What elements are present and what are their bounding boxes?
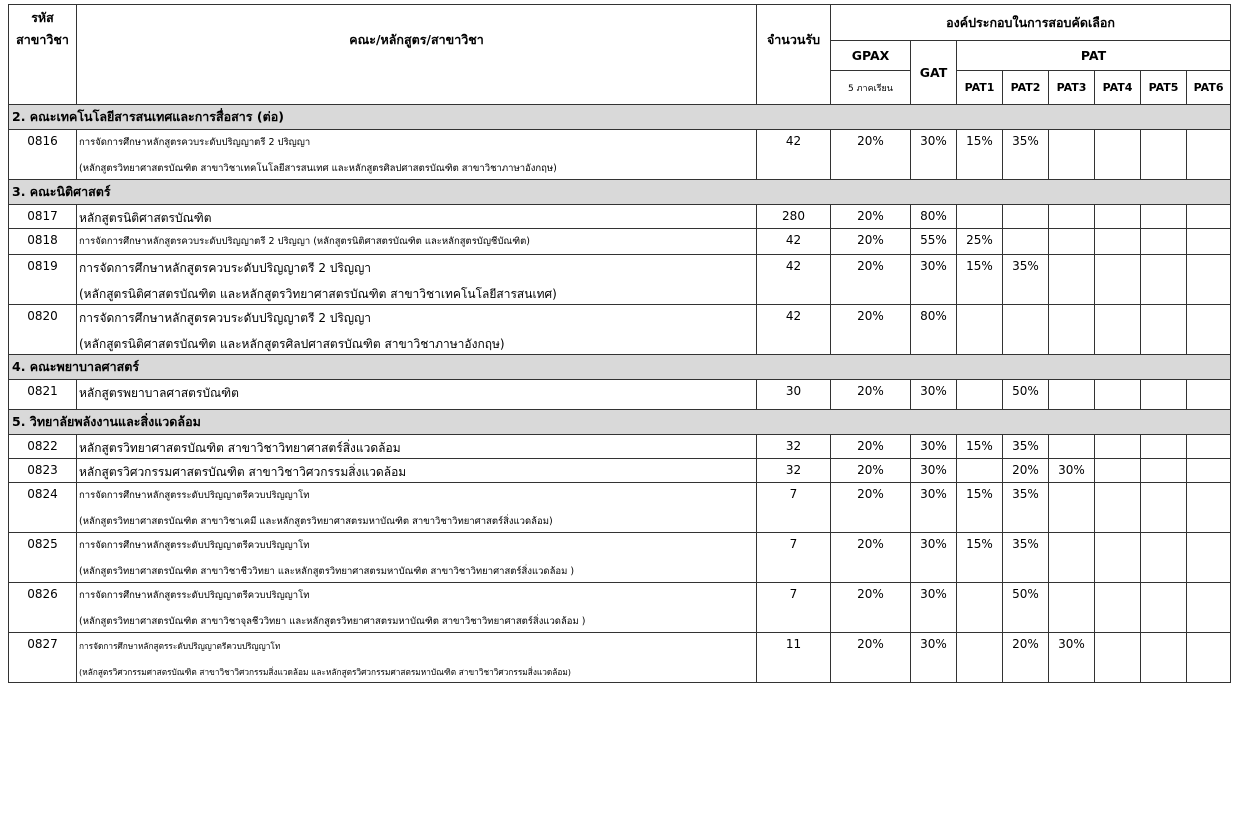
pat4-cell (1095, 459, 1141, 483)
seats-cell: 11 (757, 633, 831, 683)
seats-cell: 42 (757, 305, 831, 355)
gat-cell: 30% (911, 483, 957, 533)
section-header-row (9, 105, 1231, 130)
pat6-header: PAT6 (1187, 71, 1231, 105)
table-row (9, 229, 1231, 255)
pat5-header: PAT5 (1141, 71, 1187, 105)
gpax-cell: 20% (831, 205, 911, 229)
gpax-cell: 20% (831, 483, 911, 533)
pat5-cell (1141, 583, 1187, 633)
seats-cell: 30 (757, 380, 831, 410)
program-code-cell: 0825 (9, 533, 77, 583)
pat3-cell (1049, 255, 1095, 305)
pat-header: PAT (957, 41, 1231, 71)
section-title: 2. คณะเทคโนโลยีสารสนเทศและการสื่อสาร (ต่อ) (9, 105, 1231, 130)
program-code-cell: 0817 (9, 205, 77, 229)
pat1-cell (957, 633, 1003, 683)
section-title: 4. คณะพยาบาลศาสตร์ (9, 355, 1231, 380)
pat2-cell: 35% (1003, 533, 1049, 583)
pat1-cell (957, 205, 1003, 229)
gpax-cell: 20% (831, 533, 911, 583)
gpax-cell: 20% (831, 130, 911, 180)
gat-cell: 30% (911, 380, 957, 410)
pat2-cell: 50% (1003, 583, 1049, 633)
program-code-cell: 0826 (9, 583, 77, 633)
program-code-cell: 0823 (9, 459, 77, 483)
section-header-row (9, 410, 1231, 435)
pat2-cell: 20% (1003, 459, 1049, 483)
program-name-cell (77, 305, 757, 355)
gpax-cell: 20% (831, 459, 911, 483)
pat1-cell: 15% (957, 533, 1003, 583)
pat3-cell (1049, 130, 1095, 180)
program-name-cell (77, 583, 757, 633)
gpax-cell: 20% (831, 229, 911, 255)
program-name-line1: หลักสูตรวิทยาศาสตรบัณฑิต สาขาวิชาวิทยาศาสตร์สิ่งแวดล้อม (79, 441, 401, 455)
table-row (9, 533, 1231, 583)
gpax-header: GPAX (831, 41, 911, 71)
program-code-cell: 0816 (9, 130, 77, 180)
pat6-cell (1187, 435, 1231, 459)
pat4-cell (1095, 380, 1141, 410)
program-name-cell (77, 483, 757, 533)
gat-header: GAT (911, 41, 957, 105)
table-row (9, 483, 1231, 533)
seats-cell: 7 (757, 483, 831, 533)
program-name-line1: การจัดการศึกษาหลักสูตรควบระดับปริญญาตรี 2 ปริญญา (79, 137, 311, 148)
program-name-line2: (หลักสูตรวิศวกรรมศาสตรบัณฑิต สาขาวิชาวิศวกรรมสิ่งแวดล้อม และหลักสูตรวิศวกรรมศาสตรมหาบัณฑิต สาขาวิชาวิศวกรรมสิ่งแวดล้อม) (79, 667, 572, 677)
seats-cell: 42 (757, 255, 831, 305)
pat4-cell (1095, 130, 1141, 180)
gpax-cell: 20% (831, 380, 911, 410)
table-body (9, 105, 1231, 683)
table-row (9, 435, 1231, 459)
program-code-cell: 0819 (9, 255, 77, 305)
pat5-cell (1141, 229, 1187, 255)
program-name-line2: (หลักสูตรวิทยาศาสตรบัณฑิต สาขาวิชาเทคโนโลยีสารสนเทศ และหลักสูตรศิลปศาสตรบัณฑิต สาขาวิชาภาษาอังกฤษ) (79, 163, 557, 174)
program-name-line2: (หลักสูตรวิทยาศาสตรบัณฑิต สาขาวิชาชีววิทยา และหลักสูตรวิทยาศาสตรมหาบัณฑิต สาขาวิชาวิทยาศาสตร์สิ่งแวดล้อม ) (79, 566, 575, 577)
pat6-cell (1187, 255, 1231, 305)
program-name-line2: (หลักสูตรนิติศาสตรบัณฑิต และหลักสูตรศิลปศาสตรบัณฑิต สาขาวิชาภาษาอังกฤษ) (79, 337, 505, 351)
pat4-cell (1095, 255, 1141, 305)
table-row (9, 459, 1231, 483)
pat3-cell: 30% (1049, 459, 1095, 483)
pat2-cell: 50% (1003, 380, 1049, 410)
pat1-cell: 15% (957, 435, 1003, 459)
program-name-line1: การจัดการศึกษาหลักสูตรควบระดับปริญญาตรี 2 ปริญญา (79, 261, 372, 275)
pat4-cell (1095, 583, 1141, 633)
pat6-cell (1187, 205, 1231, 229)
pat6-cell (1187, 229, 1231, 255)
pat6-cell (1187, 130, 1231, 180)
gat-cell: 30% (911, 435, 957, 459)
admission-table-wrapper (8, 4, 1231, 683)
gat-cell: 30% (911, 459, 957, 483)
pat6-cell (1187, 305, 1231, 355)
pat5-cell (1141, 633, 1187, 683)
program-name-line1: การจัดการศึกษาหลักสูตรระดับปริญญาตรีควบปริญญาโท (79, 590, 310, 601)
gat-cell: 80% (911, 305, 957, 355)
program-name-line2: (หลักสูตรวิทยาศาสตรบัณฑิต สาขาวิชาจุลชีววิทยา และหลักสูตรวิทยาศาสตรมหาบัณฑิต สาขาวิชาวิทยาศาสตร์สิ่งแวดล้อม ) (79, 616, 586, 627)
pat5-cell (1141, 533, 1187, 583)
pat3-cell (1049, 583, 1095, 633)
pat6-cell (1187, 459, 1231, 483)
pat2-cell: 35% (1003, 435, 1049, 459)
table-row (9, 583, 1231, 633)
program-name-line1: หลักสูตรวิศวกรรมศาสตรบัณฑิต สาขาวิชาวิศวกรรมสิ่งแวดล้อม (79, 465, 407, 479)
pat3-cell (1049, 483, 1095, 533)
pat5-cell (1141, 435, 1187, 459)
program-code-cell: 0822 (9, 435, 77, 459)
pat4-cell (1095, 483, 1141, 533)
program-name-line1: การจัดการศึกษาหลักสูตรระดับปริญญาตรีควบปริญญาโท (79, 490, 310, 501)
program-code-cell: 0824 (9, 483, 77, 533)
section-header-row (9, 180, 1231, 205)
program-name-line1: หลักสูตรพยาบาลศาสตรบัณฑิต (79, 386, 239, 400)
pat4-cell (1095, 205, 1141, 229)
pat2-cell: 20% (1003, 633, 1049, 683)
table-header (9, 5, 1231, 105)
seats-header: จำนวนรับ (757, 5, 831, 105)
gpax-cell: 20% (831, 305, 911, 355)
pat5-cell (1141, 459, 1187, 483)
pat5-cell (1141, 380, 1187, 410)
table-row (9, 130, 1231, 180)
components-header: องค์ประกอบในการสอบคัดเลือก (831, 5, 1231, 41)
seats-cell: 32 (757, 459, 831, 483)
program-name-cell (77, 533, 757, 583)
seats-cell: 7 (757, 583, 831, 633)
gat-cell: 30% (911, 533, 957, 583)
pat3-cell (1049, 229, 1095, 255)
pat6-cell (1187, 380, 1231, 410)
program-code-cell: 0818 (9, 229, 77, 255)
gat-cell: 30% (911, 583, 957, 633)
pat3-cell (1049, 435, 1095, 459)
pat2-cell: 35% (1003, 483, 1049, 533)
seats-cell: 42 (757, 130, 831, 180)
program-name-line1: การจัดการศึกษาหลักสูตรระดับปริญญาตรีควบปริญญาโท (79, 540, 310, 551)
program-name-line1: การจัดการศึกษาหลักสูตรควบระดับปริญญาตรี 2 ปริญญา (79, 311, 372, 325)
program-name-cell (77, 380, 757, 410)
pat3-cell (1049, 380, 1095, 410)
gat-cell: 30% (911, 130, 957, 180)
pat4-cell (1095, 533, 1141, 583)
code-header-line2: สาขาวิชา (16, 32, 69, 47)
seats-cell: 32 (757, 435, 831, 459)
table-row (9, 255, 1231, 305)
seats-cell: 42 (757, 229, 831, 255)
pat6-cell (1187, 633, 1231, 683)
seats-cell: 280 (757, 205, 831, 229)
pat4-header: PAT4 (1095, 71, 1141, 105)
gat-cell: 30% (911, 633, 957, 683)
program-name-cell (77, 633, 757, 683)
seats-cell: 7 (757, 533, 831, 583)
pat1-cell: 25% (957, 229, 1003, 255)
gat-cell: 30% (911, 255, 957, 305)
program-name-line2: (หลักสูตรนิติศาสตรบัณฑิต และหลักสูตรวิทยาศาสตรบัณฑิต สาขาวิชาเทคโนโลยีสารสนเทศ) (79, 287, 557, 301)
pat1-cell (957, 305, 1003, 355)
program-code-cell: 0821 (9, 380, 77, 410)
program-name-line1: หลักสูตรนิติศาสตรบัณฑิต (79, 211, 212, 225)
pat2-cell: 35% (1003, 255, 1049, 305)
program-name-line1: การจัดการศึกษาหลักสูตรระดับปริญญาตรีควบปริญญาโท (79, 641, 281, 651)
gat-cell: 55% (911, 229, 957, 255)
pat1-header: PAT1 (957, 71, 1003, 105)
pat2-cell (1003, 229, 1049, 255)
program-name-cell (77, 459, 757, 483)
pat5-cell (1141, 255, 1187, 305)
section-title: 5. วิทยาลัยพลังงานและสิ่งแวดล้อม (9, 410, 1231, 435)
pat2-cell: 35% (1003, 130, 1049, 180)
gpax-cell: 20% (831, 633, 911, 683)
gpax-cell: 20% (831, 255, 911, 305)
pat6-cell (1187, 533, 1231, 583)
table-row (9, 305, 1231, 355)
gpax-cell: 20% (831, 435, 911, 459)
pat6-cell (1187, 583, 1231, 633)
gpax-subheader: 5 ภาคเรียน (831, 71, 911, 105)
program-code-cell: 0820 (9, 305, 77, 355)
pat4-cell (1095, 305, 1141, 355)
program-name-cell (77, 255, 757, 305)
program-header: คณะ/หลักสูตร/สาขาวิชา (77, 5, 757, 105)
pat5-cell (1141, 483, 1187, 533)
program-code-cell: 0827 (9, 633, 77, 683)
pat1-cell (957, 459, 1003, 483)
gat-cell: 80% (911, 205, 957, 229)
pat2-header: PAT2 (1003, 71, 1049, 105)
code-header (9, 5, 77, 105)
pat4-cell (1095, 229, 1141, 255)
pat3-cell (1049, 533, 1095, 583)
pat5-cell (1141, 205, 1187, 229)
pat5-cell (1141, 130, 1187, 180)
section-header-row (9, 355, 1231, 380)
pat1-cell: 15% (957, 483, 1003, 533)
table-row (9, 205, 1231, 229)
table-row (9, 380, 1231, 410)
pat3-cell (1049, 205, 1095, 229)
program-name-cell (77, 229, 757, 255)
pat4-cell (1095, 633, 1141, 683)
pat5-cell (1141, 305, 1187, 355)
pat6-cell (1187, 483, 1231, 533)
pat1-cell (957, 380, 1003, 410)
pat4-cell (1095, 435, 1141, 459)
program-name-cell (77, 435, 757, 459)
pat1-cell (957, 583, 1003, 633)
pat2-cell (1003, 205, 1049, 229)
program-name-cell (77, 205, 757, 229)
program-name-line2: (หลักสูตรวิทยาศาสตรบัณฑิต สาขาวิชาเคมี และหลักสูตรวิทยาศาสตรมหาบัณฑิต สาขาวิชาวิทยาศาสตร์สิ่งแวดล้อม) (79, 516, 553, 527)
program-name-cell (77, 130, 757, 180)
table-row (9, 633, 1231, 683)
admission-criteria-table (8, 4, 1231, 683)
pat1-cell: 15% (957, 130, 1003, 180)
pat3-cell: 30% (1049, 633, 1095, 683)
pat3-cell (1049, 305, 1095, 355)
pat1-cell: 15% (957, 255, 1003, 305)
pat3-header: PAT3 (1049, 71, 1095, 105)
section-title: 3. คณะนิติศาสตร์ (9, 180, 1231, 205)
code-header-line1: รหัส (31, 10, 54, 25)
program-name-line1: การจัดการศึกษาหลักสูตรควบระดับปริญญาตรี 2 ปริญญา (หลักสูตรนิติศาสตรบัณฑิต และหลักสูตรบัญชีบัณฑิต) (79, 236, 530, 247)
pat2-cell (1003, 305, 1049, 355)
gpax-cell: 20% (831, 583, 911, 633)
